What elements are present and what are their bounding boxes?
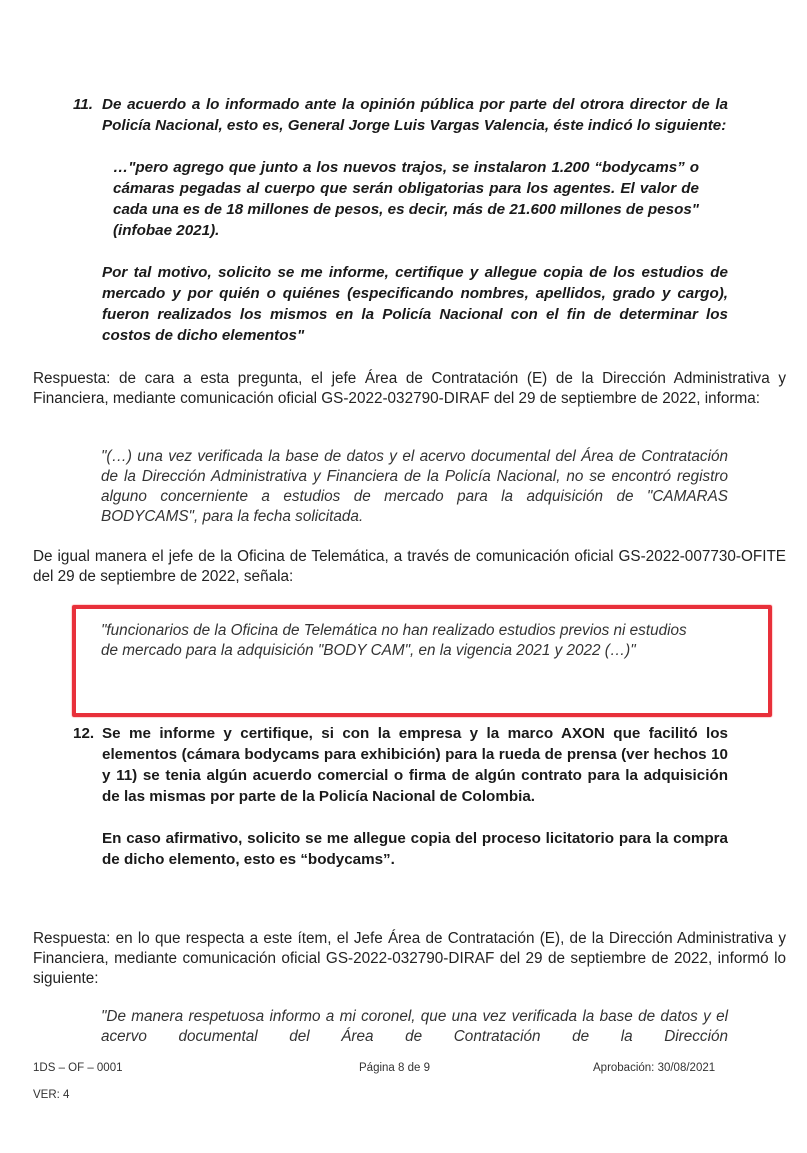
request-item-11: [73, 94, 728, 346]
footer-page-number: Página 8 de 9: [359, 1062, 430, 1074]
footer-version: VER: 4: [33, 1089, 70, 1101]
news-quote: …"pero agrego que junto a los nuevos trajos, se instalaron 1.200 “bodycams” o cámaras pegadas al cuerpo que serán obligatorias para los agentes. El valor de cada una es de 18 millones de pesos, es decir, más de 21.600 millones de pesos" (infobae 2021).: [113, 159, 699, 239]
response-paragraph-2: De igual manera el jefe de la Oficina de Telemática, a través de comunicación oficial GS-2022-007730-OFITE del 29 de septiembre de 2022, señala:: [33, 548, 786, 585]
request-item-12: [73, 723, 728, 870]
response-11: [33, 369, 786, 409]
response-11-quote: "(…) una vez verificada la base de datos y el acervo documental del Área de Contratación de la Dirección Administrativa y Financiera de la Policía Nacional, no se encontró registro alguno concerniente a estudios de mercado para la adquisición de "CAMARAS BODYCAMS", para la fecha solicitada.: [101, 448, 728, 525]
item-intro: De acuerdo a lo informado ante la opinión pública por parte del otrora director de la Policía Nacional, esto es, General Jorge Luis Vargas Valencia, éste indicó lo siguiente:: [102, 96, 728, 134]
item-number: 12.: [73, 725, 95, 742]
footer-approval-date: Aprobación: 30/08/2021: [593, 1062, 716, 1074]
response-12-quote: "De manera respetuosa informo a mi coronel, que una vez verificada la base de datos y el acervo documental del Área de Contratación de la Dirección: [101, 1008, 728, 1045]
highlighted-quote: "funcionarios de la Oficina de Telemática no han realizado estudios previos ni estudios de mercado para la adquisición "BODY CAM", en la vigencia 2021 y 2022 (…)": [101, 622, 687, 659]
response-paragraph: Respuesta: en lo que respecta a este ítem, el Jefe Área de Contratación (E), de la Dirección Administrativa y Financiera, mediante comunicación oficial GS-2022-032790-DIRAF del 29 de septiembre de 2022, informó lo siguiente:: [33, 930, 786, 987]
item-request-2: En caso afirmativo, solicito se me allegue copia del proceso licitatorio para la compra de dicho elemento, esto es “bodycams”.: [102, 830, 728, 868]
response-paragraph: Respuesta: de cara a esta pregunta, el jefe Área de Contratación (E) de la Dirección Administrativa y Financiera, mediante comunicación oficial GS-2022-032790-DIRAF del 29 de septiembre de 2022, informa:: [33, 370, 786, 407]
item-request: Por tal motivo, solicito se me informe, certifique y allegue copia de los estudios de mercado y por quién o quiénes (especificando nombres, apellidos, grado y cargo), fueron realizados los mismos en la Policía Nacional con el fin de determinar los costos de dicho elementos": [102, 264, 728, 344]
footer-doc-code: 1DS – OF – 0001: [33, 1062, 123, 1074]
response-12: [33, 929, 786, 989]
response-11-telematica: [33, 547, 786, 587]
item-request: Se me informe y certifique, si con la empresa y la marco AXON que facilitó los elementos (cámara bodycams para exhibición) para la rueda de prensa (ver hechos 10 y 11) se tenia algún acuerdo comercial o firma de algún contrato para la adquisición de las mismas por parte de la Policía Nacional de Colombia.: [102, 725, 728, 805]
item-number: 11.: [73, 96, 93, 113]
